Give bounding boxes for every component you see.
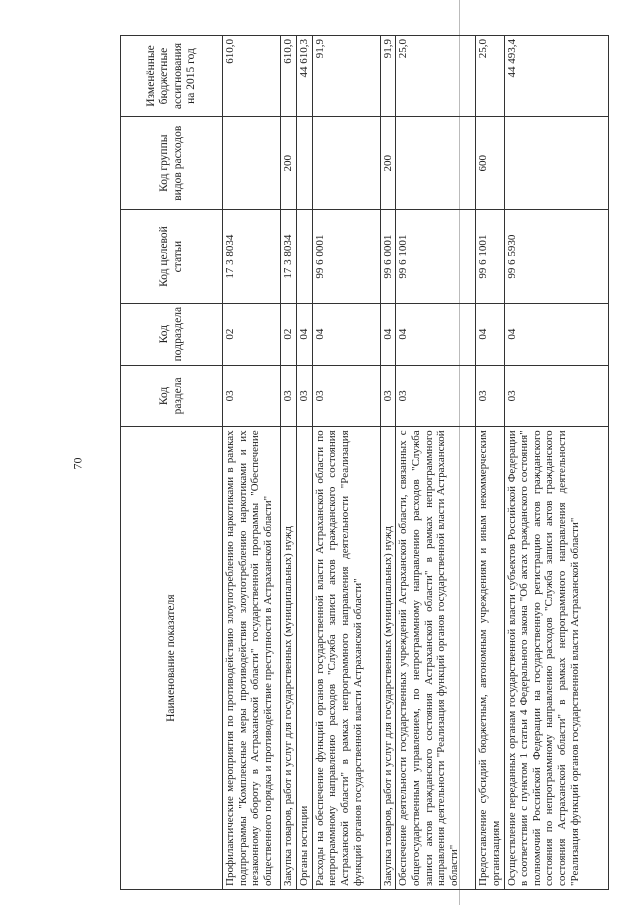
row-expense-type: 600 xyxy=(476,117,504,210)
row-expense-type xyxy=(312,117,380,210)
row-section: 03 xyxy=(297,365,313,427)
row-name: Предоставление субсидий бюджетным, автономным учреждениям и иным некоммерческим организациям xyxy=(476,427,504,890)
table-row xyxy=(312,36,380,890)
row-amount: 44 493,4 xyxy=(504,36,608,117)
row-subsection: 02 xyxy=(281,303,297,365)
header-target: Код целевой статьи xyxy=(121,210,223,303)
row-name: Профилактические мероприятия по противодействию злоупотреблению наркотиками в рамках подпрограммы "Комплексные меры противодействия злоупотреблению наркотиками и их незаконному обороту в Астраханской области" государственной программы "Обеспечение общественного порядка и противодействие преступности в Астраханской области" xyxy=(223,427,281,890)
row-target: 99 6 1001 xyxy=(476,210,504,303)
row-amount: 25,0 xyxy=(396,36,476,117)
row-target: 99 6 0001 xyxy=(312,210,380,303)
row-section: 03 xyxy=(476,365,504,427)
row-amount: 610,0 xyxy=(281,36,297,117)
row-section: 03 xyxy=(504,365,608,427)
row-amount: 91,9 xyxy=(380,36,396,117)
row-expense-type xyxy=(297,117,313,210)
row-name: Осуществление переданных органам государственной власти субъектов Российской Федерации в соответствии с пунктом 1 статьи 4 Федерального закона "Об актах гражданского состояния" полномочий Российской Федерации на государственную регистрацию актов гражданского состояния по непрограммному направлению расходов "Служба записи актов гражданского состояния Астраханской области" в рамках непрограммного направления деятельности "Реализация функций органов государственной власти Астраханской области" xyxy=(504,427,608,890)
page-number: 70 xyxy=(70,457,85,470)
row-target: 99 6 5930 xyxy=(504,210,608,303)
row-section: 03 xyxy=(223,365,281,427)
row-amount: 44 610,3 xyxy=(297,36,313,117)
budget-table-rotated xyxy=(120,35,605,890)
row-target: 99 6 0001 xyxy=(380,210,396,303)
header-name: Наименование показателя xyxy=(121,427,223,890)
row-subsection: 04 xyxy=(312,303,380,365)
table-row xyxy=(380,36,396,890)
row-target xyxy=(297,210,313,303)
row-expense-type: 200 xyxy=(281,117,297,210)
row-name: Расходы на обеспечение функций органов государственной власти Астраханской области по непрограммному направлению расходов "Служба записи актов гражданского состояния Астраханской области" в рамках непрограммного направления деятельности "Реализация функций органов государственной власти Астраханской области" xyxy=(312,427,380,890)
row-expense-type: 200 xyxy=(380,117,396,210)
row-target: 99 6 1001 xyxy=(396,210,476,303)
table-row xyxy=(297,36,313,890)
row-target: 17 3 8034 xyxy=(223,210,281,303)
table-row xyxy=(504,36,608,890)
row-subsection: 04 xyxy=(476,303,504,365)
table-row xyxy=(281,36,297,890)
row-expense-type xyxy=(504,117,608,210)
row-target: 17 3 8034 xyxy=(281,210,297,303)
header-section: Код раздела xyxy=(121,365,223,427)
row-subsection: 04 xyxy=(297,303,313,365)
row-amount: 25,0 xyxy=(476,36,504,117)
row-expense-type xyxy=(223,117,281,210)
row-section: 03 xyxy=(312,365,380,427)
row-name: Органы юстиции xyxy=(297,427,313,890)
budget-table xyxy=(120,35,609,890)
row-amount: 610,0 xyxy=(223,36,281,117)
row-subsection: 02 xyxy=(223,303,281,365)
table-row xyxy=(223,36,281,890)
row-expense-type xyxy=(396,117,476,210)
row-amount: 91,9 xyxy=(312,36,380,117)
row-name: Закупка товаров, работ и услуг для государственных (муниципальных) нужд xyxy=(281,427,297,890)
header-expense-type: Код группы видов расходов xyxy=(121,117,223,210)
row-subsection: 04 xyxy=(396,303,476,365)
table-row xyxy=(396,36,476,890)
row-subsection: 04 xyxy=(380,303,396,365)
row-section: 03 xyxy=(281,365,297,427)
row-subsection: 04 xyxy=(504,303,608,365)
row-section: 03 xyxy=(396,365,476,427)
header-amount: Изменённые бюджетные ассигнования на 2015 год xyxy=(121,36,223,117)
row-name: Обеспечение деятельности государственных учреждений Астраханской области, связанных с общегосударственным управлением, по непрограммному направлению расходов "Служба записи актов гражданского состояния Астраханской области" в рамках непрограммного направления деятельности "Реализация функций органов государственной власти Астраханской области" xyxy=(396,427,476,890)
table-row xyxy=(476,36,504,890)
table-header-row xyxy=(121,36,223,890)
row-section: 03 xyxy=(380,365,396,427)
row-name: Закупка товаров, работ и услуг для государственных (муниципальных) нужд xyxy=(380,427,396,890)
header-subsection: Код подраздела xyxy=(121,303,223,365)
